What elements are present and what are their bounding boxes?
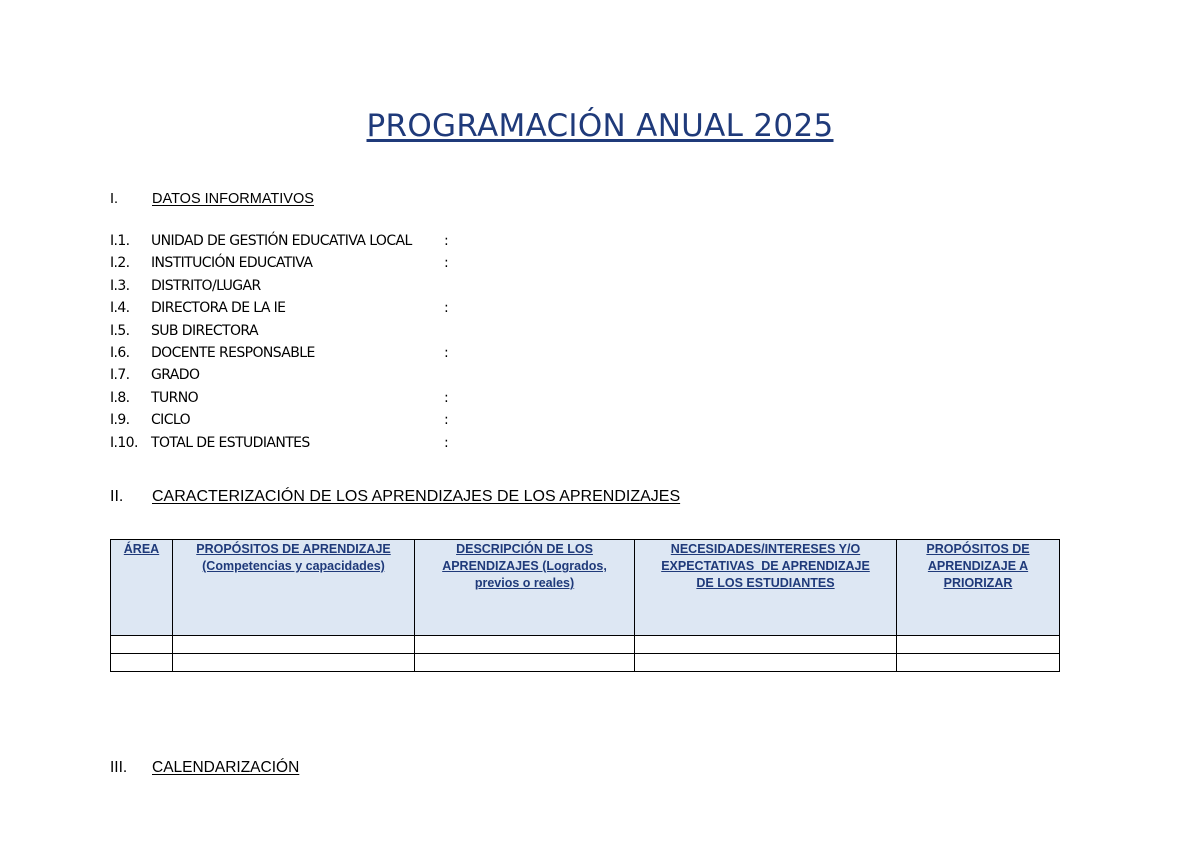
section-heading: CARACTERIZACIÓN DE LOS APRENDIZAJES DE LOS APRENDIZAJES: [152, 488, 681, 505]
item-colon: :: [444, 412, 449, 429]
section-heading: CALENDARIZACIÓN: [152, 759, 300, 776]
table-cell[interactable]: [635, 636, 897, 654]
item-label: INSTITUCIÓN EDUCATIVA: [151, 255, 313, 272]
header-line: EXPECTATIVAS DE APRENDIZAJE: [661, 559, 870, 573]
document-title: PROGRAMACIÓN ANUAL 2025: [366, 108, 834, 144]
item-number: I.3.: [110, 277, 130, 294]
header-line: PROPÓSITOS DE APRENDIZAJE: [196, 542, 391, 556]
item-colon: :: [444, 389, 449, 406]
table-cell[interactable]: [897, 636, 1060, 654]
section-datos-informativos: [110, 191, 314, 207]
item-label: DOCENTE RESPONSABLE: [151, 344, 315, 361]
header-descripcion: [415, 540, 635, 636]
item-number: I.2.: [110, 255, 130, 272]
header-line: ÁREA: [123, 542, 160, 556]
item-number: I.10.: [110, 434, 138, 451]
item-colon: :: [444, 434, 449, 451]
item-number: I.8.: [110, 389, 130, 406]
table-cell[interactable]: [897, 654, 1060, 672]
header-line: APRENDIZAJES (Logrados,: [442, 559, 607, 573]
item-number: I.1.: [110, 233, 130, 249]
table-cell[interactable]: [415, 654, 635, 672]
item-number: I.4.: [110, 300, 130, 317]
header-necesidades: [635, 540, 897, 636]
table-cell[interactable]: [635, 654, 897, 672]
caracterizacion-table: [110, 539, 1060, 672]
header-line: NECESIDADES/INTERESES Y/O: [670, 542, 861, 556]
section-caracterizacion: [110, 488, 680, 506]
item-colon: :: [444, 255, 449, 272]
table-cell[interactable]: [173, 636, 415, 654]
header-line: DE LOS ESTUDIANTES: [696, 576, 835, 590]
header-propositos: [173, 540, 415, 636]
item-label: TOTAL DE ESTUDIANTES: [151, 434, 310, 451]
item-label: DIRECTORA DE LA IE: [151, 300, 286, 317]
item-label: GRADO: [151, 367, 200, 384]
header-line: APRENDIZAJE A: [927, 559, 1029, 573]
header-line: previos o reales): [474, 576, 575, 590]
item-number: I.9.: [110, 412, 130, 429]
table-header-row: [111, 540, 1060, 636]
table-cell[interactable]: [111, 654, 173, 672]
section-heading: DATOS INFORMATIVOS: [152, 191, 314, 207]
table-cell[interactable]: [173, 654, 415, 672]
section-number: II.: [110, 488, 124, 505]
item-label: CICLO: [151, 412, 191, 429]
item-label: DISTRITO/LUGAR: [151, 277, 261, 294]
section-number: I.: [110, 191, 119, 207]
table-cell[interactable]: [111, 636, 173, 654]
item-colon: :: [444, 344, 449, 361]
item-number: I.6.: [110, 344, 130, 361]
item-number: I.5.: [110, 322, 130, 339]
section-calendarizacion: [110, 759, 299, 777]
header-area: [111, 540, 173, 636]
header-line: DESCRIPCIÓN DE LOS: [456, 542, 593, 556]
header-line: PRIORIZAR: [943, 576, 1013, 590]
table-row: [111, 654, 1060, 672]
header-priorizar: [897, 540, 1060, 636]
item-number: I.7.: [110, 367, 130, 384]
item-label: UNIDAD DE GESTIÓN EDUCATIVA LOCAL: [151, 233, 412, 249]
table-cell[interactable]: [415, 636, 635, 654]
item-label: TURNO: [151, 389, 199, 406]
table-row: [111, 636, 1060, 654]
header-line: (Competencias y capacidades): [202, 559, 385, 573]
item-colon: :: [444, 300, 449, 317]
section-number: III.: [110, 759, 128, 776]
header-line: PROPÓSITOS DE: [926, 542, 1030, 556]
item-label: SUB DIRECTORA: [151, 322, 258, 339]
item-colon: :: [444, 233, 449, 249]
